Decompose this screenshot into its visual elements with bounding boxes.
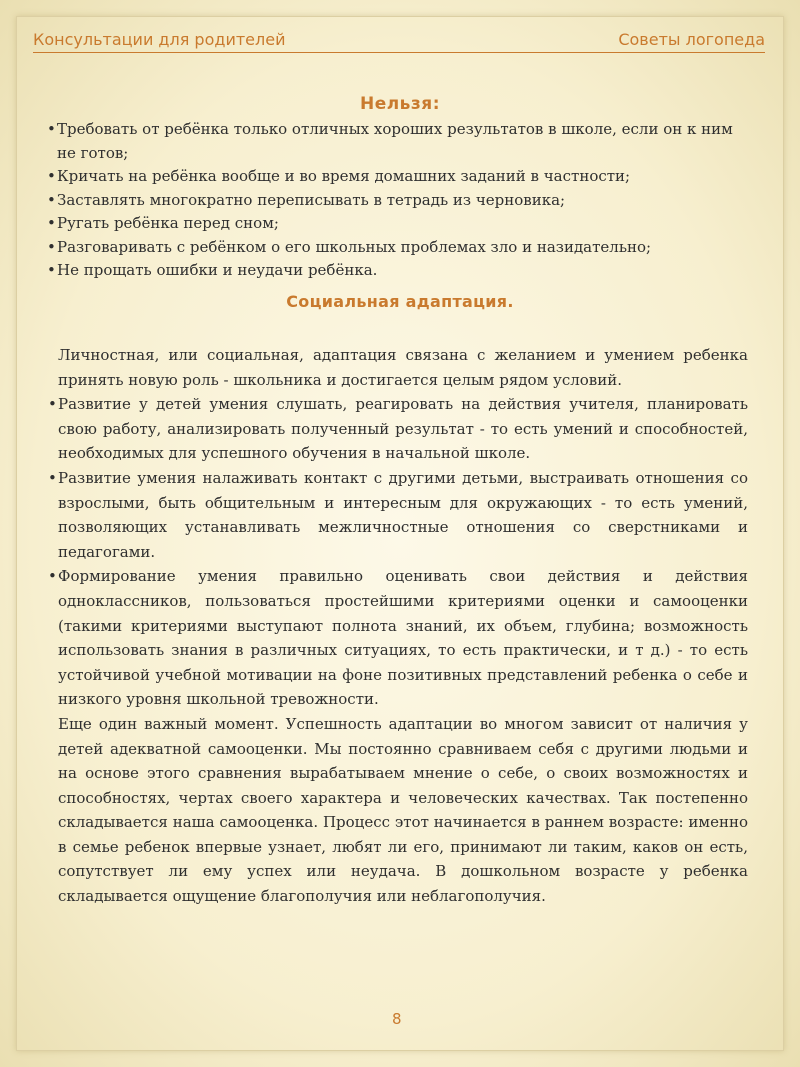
bullet-icon: • [47, 190, 56, 209]
adaptation-item [48, 392, 748, 466]
header-left-title: Консультации для родителей [33, 30, 286, 49]
bullet-icon: • [47, 237, 56, 256]
forbidden-item-text: Разговаривать с ребёнком о его школьных проблемах зло и назидательно; [57, 237, 652, 256]
forbidden-item [47, 165, 747, 189]
bullet-icon: • [47, 167, 56, 185]
page-number: 8 [392, 1010, 402, 1028]
adaptation-intro: Личностная, или социальная, адаптация связана с желанием и умением ребенка принять новую роль - школьника и достигается целым рядом условий. [58, 346, 748, 389]
forbidden-item-text: Не прощать ошибки и неудачи ребёнка. [57, 261, 378, 279]
forbidden-item-text: Ругать ребёнка перед сном; [57, 214, 279, 232]
forbidden-heading: Нельзя: [359, 94, 441, 114]
adaptation-body [48, 343, 748, 909]
bullet-icon: • [47, 120, 56, 138]
forbidden-item [47, 259, 747, 283]
adaptation-item [48, 564, 748, 712]
adaptation-heading: Социальная адаптация. [286, 292, 514, 311]
forbidden-item [47, 118, 747, 165]
forbidden-item-text: Кричать на ребёнка вообще и во время домашних заданий в частности; [57, 167, 631, 185]
bullet-icon: • [47, 214, 56, 232]
forbidden-item [47, 236, 747, 260]
forbidden-list [47, 118, 747, 283]
adaptation-item-text: Развитие у детей умения слушать, реагировать на действия учителя, планировать свою работу, анализировать полученный результат - то есть умений и способностей, необходимых для успешного обучения в начальной школе. [58, 395, 748, 463]
forbidden-item [47, 212, 747, 236]
header-underline [33, 52, 765, 53]
adaptation-item-text: Развитие умения налаживать контакт с другими детьми, выстраивать отношения со взрослыми, быть общительным и интересным для окружающих - то есть умений, позволяющих устанавливать межличностные отношения со сверстниками и педагогами. [58, 468, 748, 561]
bullet-icon: • [48, 468, 57, 487]
header-right-title: Советы логопеда [618, 30, 765, 49]
forbidden-item [47, 189, 747, 213]
bullet-icon: • [47, 261, 56, 279]
bullet-icon: • [48, 567, 57, 586]
adaptation-closing: Еще один важный момент. Успешность адаптации во многом зависит от наличия у детей адекватной самооценки. Мы постоянно сравниваем себя с другими людьми и на основе этого сравнения вырабатываем мнение о себе, о своих возможностях и способностях, чертах своего характера и человеческих качествах. Так постепенно складывается наша самооценка. Процесс этот начинается в раннем возрасте: именно в семье ребенок впервые узнает, любят ли его, принимают ли таким, каков он есть, сопутствует ли ему успех или неудача. В дошкольном возрасте у ребенка складывается ощущение благополучия или неблагополучия. [58, 714, 748, 906]
forbidden-item-text: Заставлять многократно переписывать в тетрадь из черновика; [57, 190, 566, 209]
adaptation-item-text: Формирование умения правильно оценивать свои действия и действия одноклассников, пользоваться простейшими критериями оценки и самооценки (такими критериями выступают полнота знаний, их объем, глубина; возможность использовать знания в различных ситуациях, то есть практически, и т д.) - то есть устойчивой учебной мотивации на фоне позитивных представлений ребенка о себе и низкого уровня школьной тревожности. [58, 567, 748, 709]
forbidden-item-text: Требовать от ребёнка только отличных хороших результатов в школе, если он к ним не готов; [57, 120, 733, 162]
page-header [33, 30, 765, 54]
bullet-icon: • [48, 395, 57, 414]
adaptation-item [48, 466, 748, 564]
